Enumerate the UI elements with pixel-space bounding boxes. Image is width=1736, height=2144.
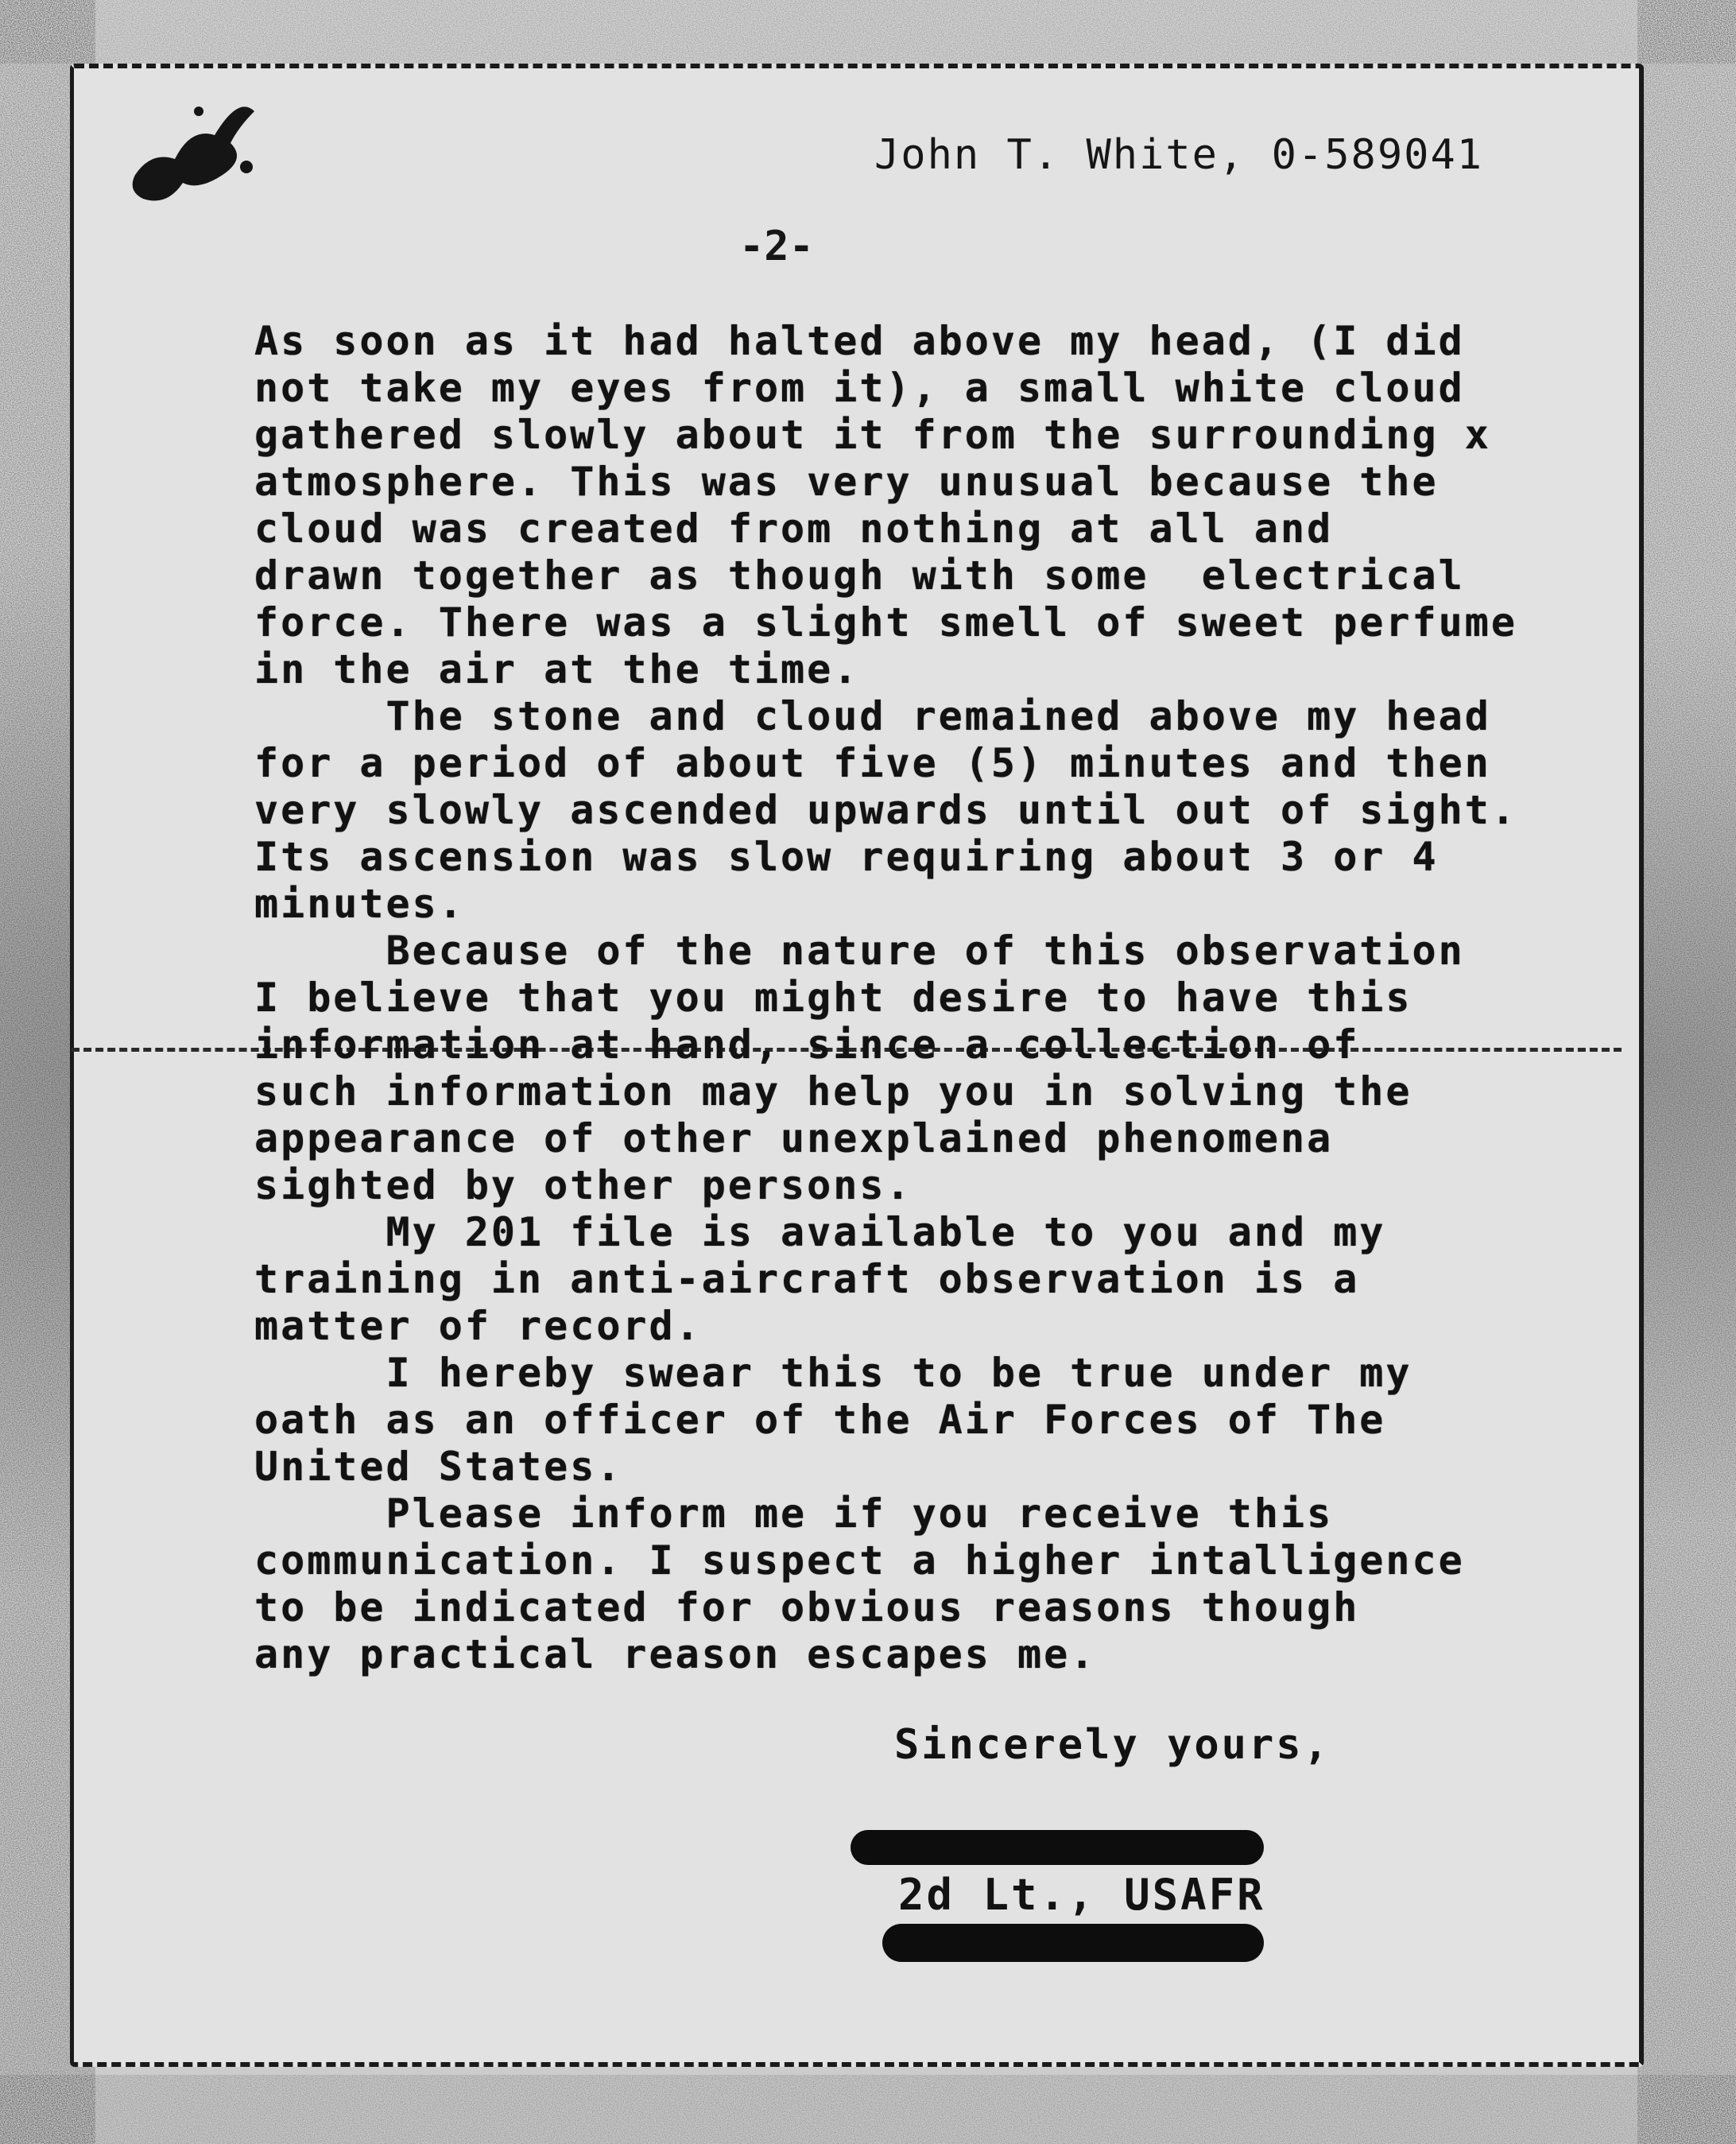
body-line: atmosphere. This was very unusual because the bbox=[254, 459, 1439, 505]
body-line: gathered slowly about it from the surrounding x bbox=[254, 412, 1491, 458]
body-line: training in anti-aircraft observation is a bbox=[254, 1256, 1360, 1302]
body-line: Please inform me if you receive this bbox=[254, 1491, 1334, 1537]
page-number: -2- bbox=[739, 223, 814, 270]
body-line: for a period of about five (5) minutes and then bbox=[254, 740, 1491, 786]
body-line: drawn together as though with some electrical bbox=[254, 552, 1465, 599]
letter-body bbox=[254, 318, 1637, 1678]
body-line: force. There was a slight smell of sweet perfume bbox=[254, 599, 1517, 646]
body-line: My 201 file is available to you and my bbox=[254, 1209, 1386, 1255]
body-line: I believe that you might desire to have this bbox=[254, 975, 1412, 1021]
ink-blot-mark bbox=[119, 79, 270, 215]
body-line: Its ascension was slow requiring about 3 or 4 bbox=[254, 834, 1439, 880]
body-line: in the air at the time. bbox=[254, 646, 860, 692]
body-line: such information may help you in solving the bbox=[254, 1068, 1412, 1115]
sender-name-and-serial: John T. White, 0-589041 bbox=[874, 131, 1484, 179]
body-line: minutes. bbox=[254, 881, 465, 927]
body-line: The stone and cloud remained above my head bbox=[254, 693, 1491, 739]
letter-closing: Sincerely yours, bbox=[894, 1721, 1331, 1769]
body-line: oath as an officer of the Air Forces of The bbox=[254, 1397, 1386, 1443]
body-line: I hereby swear this to be true under my bbox=[254, 1350, 1412, 1396]
signature-redaction-bar bbox=[851, 1830, 1264, 1865]
body-line: information at hand, since a collection of bbox=[254, 1022, 1360, 1068]
body-line: matter of record. bbox=[254, 1303, 702, 1349]
body-line: sighted by other persons. bbox=[254, 1162, 913, 1208]
body-line: Because of the nature of this observation bbox=[254, 928, 1465, 974]
body-line: As soon as it had halted above my head, (I did bbox=[254, 318, 1465, 364]
signature-rank: 2d Lt., USAFR bbox=[898, 1870, 1265, 1920]
body-line: communication. I suspect a higher intalligence bbox=[254, 1537, 1465, 1584]
body-line: cloud was created from nothing at all and bbox=[254, 506, 1334, 552]
name-redaction-bar bbox=[882, 1924, 1264, 1962]
body-line: appearance of other unexplained phenomena bbox=[254, 1115, 1334, 1161]
body-line: United States. bbox=[254, 1444, 623, 1490]
body-line: any practical reason escapes me. bbox=[254, 1631, 1097, 1677]
body-line: not take my eyes from it), a small white cloud bbox=[254, 365, 1465, 411]
body-line: to be indicated for obvious reasons though bbox=[254, 1584, 1360, 1630]
body-line: very slowly ascended upwards until out of sight. bbox=[254, 787, 1517, 833]
